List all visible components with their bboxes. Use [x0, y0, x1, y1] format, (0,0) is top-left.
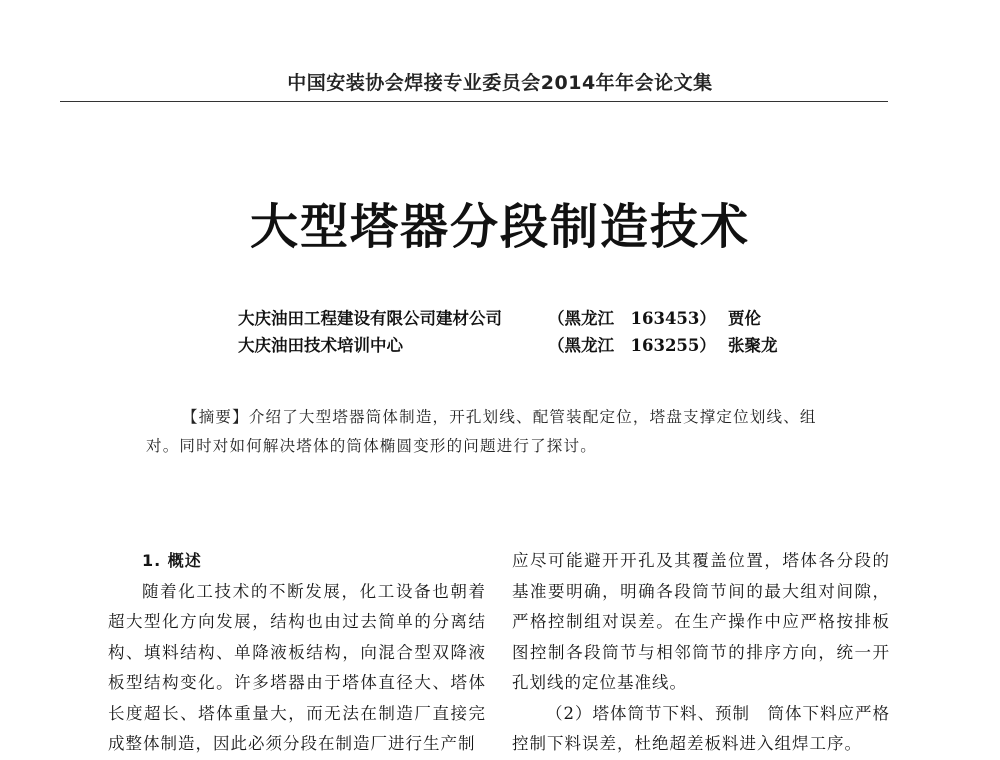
- affiliation-location: （黑龙江 163255）: [548, 336, 716, 355]
- abstract-text: 介绍了大型塔器筒体制造，开孔划线、配管装配定位，塔盘支撑定位划线、组对。同时对如何解决塔体的筒体椭圆变形的问题进行了探讨。: [146, 408, 817, 455]
- affiliation-organization: 大庆油田技术培训中心: [238, 336, 403, 355]
- header-rule: [60, 101, 888, 102]
- right-column: [512, 546, 890, 760]
- body-paragraph: （2）塔体筒节下料、预制 筒体下料应严格控制下料误差，杜绝超差板料进入组焊工序。: [512, 703, 890, 753]
- abstract: [146, 403, 846, 461]
- affiliation-organization: 大庆油田工程建设有限公司建材公司: [238, 309, 502, 328]
- abstract-label: 【摘要】: [182, 408, 249, 426]
- running-header: 中国安装协会焊接专业委员会2014年年会论文集: [287, 72, 713, 94]
- body-paragraph: 随着化工技术的不断发展，化工设备也朝着超大型化方向发展，结构也由过去简单的分离结构、填料结构、单降液板结构，向混合型双降液板型结构变化。许多塔器由于塔体直径大、塔体长度超长、塔体重量大，而无法在制造厂直接完成整体制造，因此必须分段在制造厂进行生产制: [108, 581, 486, 753]
- left-column: [108, 546, 486, 760]
- author-name: 贾伦: [728, 309, 761, 328]
- body-paragraph-continuation: 应尽可能避开开孔及其覆盖位置，塔体各分段的基准要明确，明确各段筒节间的最大组对间隙，严格控制组对误差。在生产操作中应严格按排板图控制各段筒节与相邻筒节的排序方向，统一开孔划线的定位基准线。: [512, 551, 890, 692]
- section-heading: 1. 概述: [142, 551, 202, 570]
- affiliation-location: （黑龙江 163453）: [548, 309, 716, 328]
- author-name: 张聚龙: [728, 336, 778, 355]
- article-title: 大型塔器分段制造技术: [249, 199, 750, 255]
